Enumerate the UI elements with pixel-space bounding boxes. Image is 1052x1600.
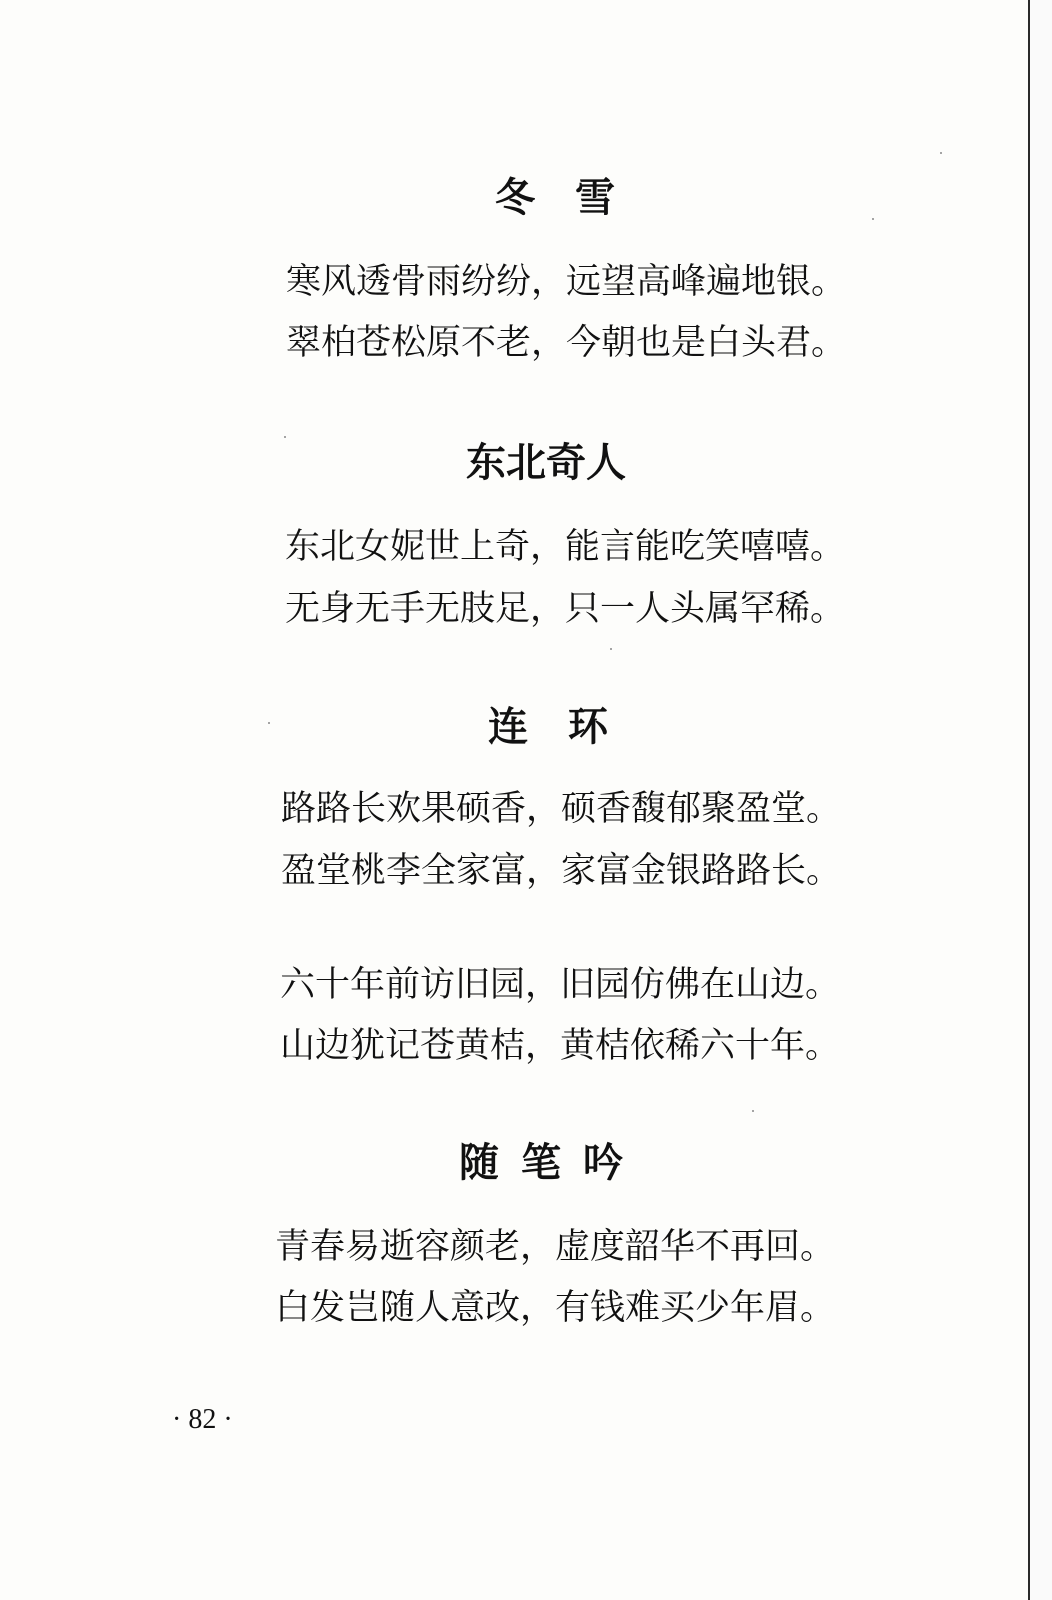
poem-title-chain: 连环 [488,704,648,750]
poem-title-winter-snow: 冬雪 [495,175,655,221]
paper-speck [268,722,270,724]
poem-line: 无身无手无肢足，只一人头属罕稀。 [285,589,846,629]
poem-line: 东北女妮世上奇，能言能吃笑嘻嘻。 [285,527,846,567]
paper-speck [610,648,612,650]
poem-line: 青春易逝容颜老，虚度韶华不再回。 [275,1227,836,1267]
poem-line: 寒风透骨雨纷纷，远望高峰遍地银。 [286,262,847,302]
paper-speck [940,152,942,154]
paper-speck [752,1110,754,1112]
poem-line: 六十年前访旧园，旧园仿佛在山边。 [280,965,841,1005]
poem-line: 路路长欢果硕香，硕香馥郁聚盈堂。 [281,789,842,829]
poem-title-northeast-wonder: 东北奇人 [466,440,626,486]
page-number: · 82 · [172,1404,233,1435]
paper-speck [284,436,286,438]
page-edge [1028,0,1052,1600]
paper-speck [872,218,874,220]
poem-line: 盈堂桃李全家富，家富金银路路长。 [281,851,842,891]
poem-title-random-verse: 随笔吟 [459,1140,645,1186]
poem-line: 山边犹记苍黄桔，黄桔依稀六十年。 [280,1026,841,1066]
poem-line: 翠柏苍松原不老，今朝也是白头君。 [286,323,847,363]
poem-line: 白发岂随人意改，有钱难买少年眉。 [275,1288,836,1328]
